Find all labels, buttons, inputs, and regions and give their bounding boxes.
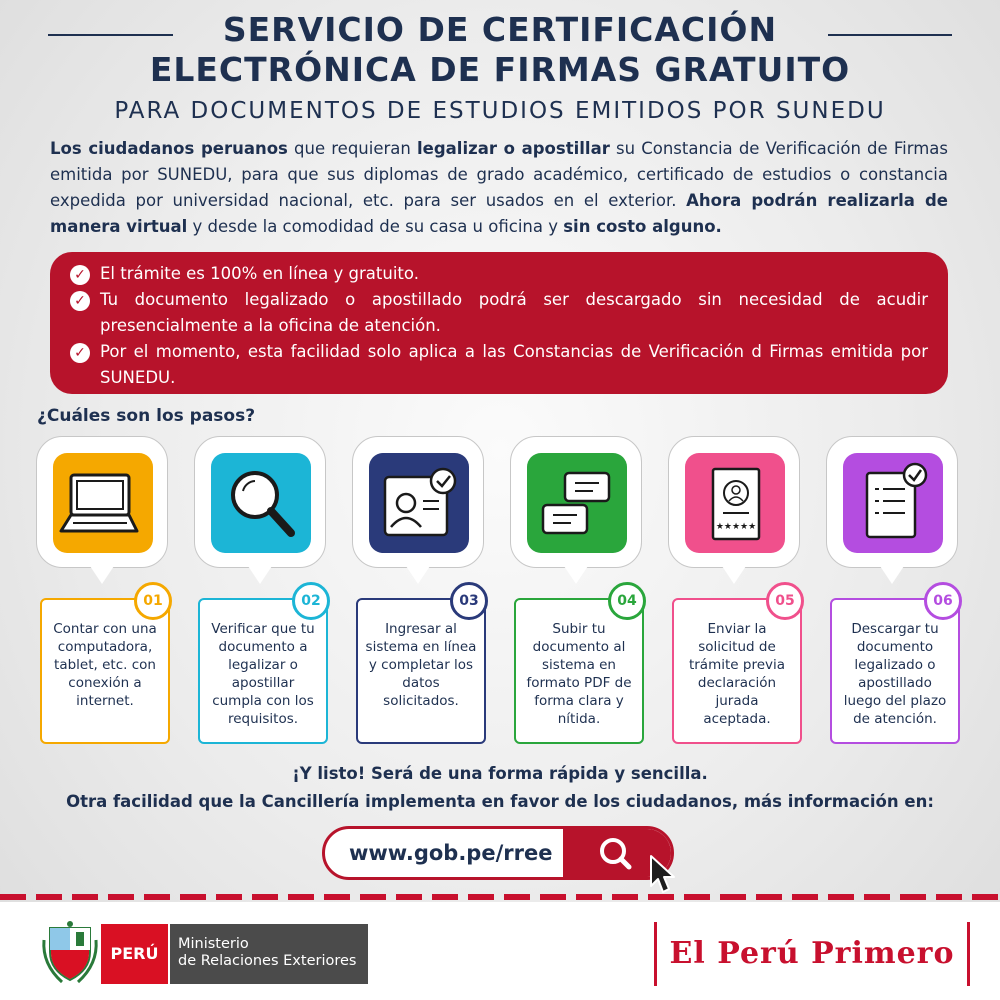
closing-line-1: ¡Y listo! Será de una forma rápida y sencilla. (292, 764, 708, 783)
bubble-tail (406, 566, 430, 584)
step-4-number: 04 (608, 582, 646, 620)
slogan: El Perú Primero (654, 922, 970, 986)
intro-text-3: y desde la comodidad de su casa u oficina y (187, 217, 564, 236)
closing-line-2: Otra facilidad que la Cancillería implementa en favor de los ciudadanos, más información en: (66, 792, 934, 811)
step-5-icon-bubble (668, 436, 800, 568)
ministry-line-2: de Relaciones Exteriores (178, 953, 357, 969)
benefit-text: Tu documento legalizado o apostillado podrá ser descargado sin necesidad de acudir presencialmente a la oficina de atención. (100, 290, 928, 335)
step-4-text-box: Subir tu documento al sistema en formato PDF de forma clara y nítida. (514, 598, 644, 744)
magnifier-icon (211, 453, 311, 553)
benefits-box (50, 252, 948, 394)
intro-bold-1: Los ciudadanos peruanos (50, 139, 288, 158)
bubble-tail (564, 566, 588, 584)
step-5-number: 05 (766, 582, 804, 620)
peru-coat-of-arms-icon (40, 920, 100, 986)
step-6-number: 06 (924, 582, 962, 620)
intro-text-1: que requieran (287, 139, 417, 158)
url-search-bar[interactable] (322, 826, 674, 880)
laptop-icon (53, 453, 153, 553)
page-title-line2: ELECTRÓNICA DE FIRMAS GRATUITO (149, 50, 851, 89)
step-3-number: 03 (450, 582, 488, 620)
peru-brand-label: PERÚ (101, 924, 168, 984)
steps-heading: ¿Cuáles son los pasos? (37, 406, 256, 426)
intro-bold-4: sin costo alguno. (563, 217, 722, 236)
ministry-line-1: Ministerio (178, 936, 249, 952)
step-2-text-box: Verificar que tu documento a legalizar o apostillar cumpla con los requisitos. (198, 598, 328, 744)
ministry-label (168, 924, 368, 984)
bubble-tail (722, 566, 746, 584)
step-2-number: 02 (292, 582, 330, 620)
intro-paragraph (50, 136, 948, 240)
id-card-check-icon (369, 453, 469, 553)
benefit-item (70, 261, 928, 287)
intro-text-2: su Constancia de Verificación de Firmas emitida por SUNEDU, para que sus diplomas de grado académico, certificado de estudios o constancia expedida por universidad nacional, etc. para ser usados en el exterior. (50, 139, 948, 210)
benefit-text: El trámite es 100% en línea y gratuito. (100, 264, 419, 283)
step-5-text-box: Enviar la solicitud de trámite previa declaración jurada aceptada. (672, 598, 802, 744)
step-6-text-box: Descargar tu documento legalizado o apostillado luego del plazo de atención. (830, 598, 960, 744)
step-4-icon-bubble (510, 436, 642, 568)
check-circle-icon: ✓ (70, 343, 90, 363)
step-1-number: 01 (134, 582, 172, 620)
step-3-text-box: Ingresar al sistema en línea y completar los datos solicitados. (356, 598, 486, 744)
page-title-line1: SERVICIO DE CERTIFICACIÓN (222, 10, 778, 49)
cursor-icon (648, 854, 678, 896)
step-2-icon-bubble (194, 436, 326, 568)
benefit-item (70, 287, 928, 339)
check-circle-icon: ✓ (70, 265, 90, 285)
step-3-icon-bubble (352, 436, 484, 568)
benefit-item (70, 339, 928, 391)
url-link[interactable]: www.gob.pe/rree (349, 841, 553, 865)
footer (0, 902, 1000, 1000)
checked-document-icon (843, 453, 943, 553)
step-1-icon-bubble (36, 436, 168, 568)
bubble-tail (880, 566, 904, 584)
check-circle-icon: ✓ (70, 291, 90, 311)
intro-bold-3: Ahora podrán realizarla de manera virtual (50, 191, 948, 236)
profile-document-icon (685, 453, 785, 553)
chat-bubbles-icon (527, 453, 627, 553)
bubble-tail (248, 566, 272, 584)
page-subtitle: PARA DOCUMENTOS DE ESTUDIOS EMITIDOS POR SUNEDU (114, 98, 886, 124)
benefit-text: Por el momento, esta facilidad solo aplica a las Constancias de Verificación d Firmas emitida por SUNEDU. (100, 342, 928, 387)
step-6-icon-bubble (826, 436, 958, 568)
dashed-divider (0, 894, 1000, 900)
svg-text:★★★★★: ★★★★★ (715, 522, 757, 532)
intro-bold-2: legalizar o apostillar (417, 139, 610, 158)
bubble-tail (90, 566, 114, 584)
step-1-text-box: Contar con una computadora, tablet, etc. con conexión a internet. (40, 598, 170, 744)
